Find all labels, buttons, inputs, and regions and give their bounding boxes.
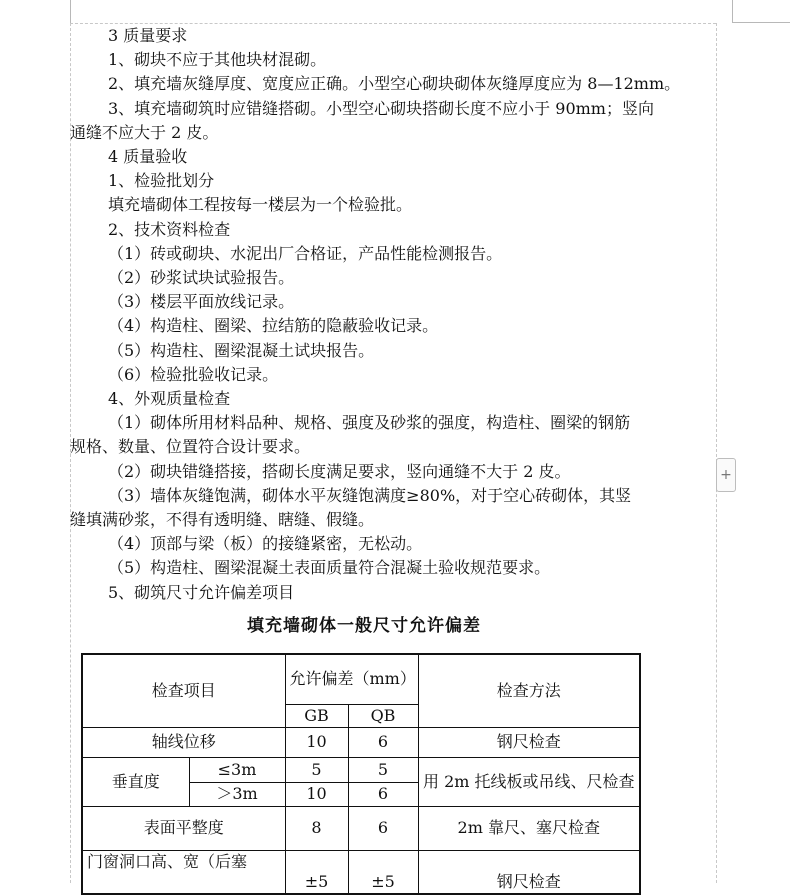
table-row (82, 727, 640, 757)
add-button[interactable]: + (716, 458, 736, 492)
cell-method: 用 2m 托线板或吊线、尺检查 (418, 757, 640, 806)
cell-qb: ±5 (348, 850, 418, 894)
cell-sub-item: ＞3m (189, 782, 285, 806)
header-check-item: 检查项目 (82, 654, 285, 727)
paragraph-line: 3 质量要求 (108, 26, 188, 45)
cell-gb: 5 (285, 757, 348, 782)
cell-qb: 5 (348, 757, 418, 782)
paragraph-line: 填充墙砌体工程按每一楼层为一个检验批。 (108, 195, 413, 215)
table-row (82, 850, 640, 894)
header-check-method: 检查方法 (418, 654, 640, 727)
paragraph-line: （5）构造柱、圈梁混凝土表面质量符合混凝土验收规范要求。 (108, 558, 551, 578)
cell-sub-item: ≤3m (189, 757, 285, 782)
header-allowed-deviation: 允许偏差（mm） (285, 654, 418, 704)
table-row (82, 806, 640, 850)
cell-gb: 10 (285, 782, 348, 806)
paragraph-line: （4）构造柱、圈梁、拉结筋的隐蔽验收记录。 (108, 316, 439, 336)
cell-item: 轴线位移 (82, 727, 285, 757)
paragraph-line: 通缝不应大于 2 皮。 (70, 122, 219, 142)
paragraph-line: 1、砌块不应于其他块材混砌。 (108, 50, 327, 70)
paragraph-line: 1、检验批划分 (108, 171, 215, 191)
document-body (70, 24, 718, 636)
cell-qb: 6 (348, 727, 418, 757)
paragraph-line: 2、技术资料检查 (108, 219, 231, 239)
cell-qb: 6 (348, 782, 418, 806)
header-gb: GB (285, 704, 348, 727)
paragraph-line: 3、填充墙砌筑时应错缝搭砌。小型空心砌块搭砌长度不应小于 90mm；竖向 (108, 98, 654, 118)
cell-item: 表面平整度 (82, 806, 285, 850)
paragraph-line: 规格、数量、位置符合设计要求。 (70, 437, 311, 457)
cell-qb: 6 (348, 806, 418, 850)
crop-mark-right (732, 0, 733, 23)
paragraph-line: （1）砌体所用材料品种、规格、强度及砂浆的强度，构造柱、圈梁的钢筋 (108, 413, 631, 433)
paragraph-line: 4、外观质量检查 (108, 389, 231, 409)
cell-gb: 10 (285, 727, 348, 757)
paragraph-line: （6）检验批验收记录。 (108, 364, 279, 384)
cell-gb: 8 (285, 806, 348, 850)
crop-mark-right-horizontal (733, 22, 790, 23)
paragraph-line: 缝填满砂浆，不得有透明缝、瞎缝、假缝。 (70, 510, 375, 530)
cell-method: 2m 靠尺、塞尺检查 (418, 806, 640, 850)
paragraph-line: 2、填充墙灰缝厚度、宽度应正确。小型空心砌块砌体灰缝厚度应为 8—12mm。 (108, 74, 681, 94)
table-title: 填充墙砌体一般尺寸允许偏差 (247, 615, 481, 636)
paragraph-line: （5）构造柱、圈梁混凝土试块报告。 (108, 340, 375, 360)
paragraph-line: （3）墙体灰缝饱满，砌体水平灰缝饱满度≥80%，对于空心砖砌体，其竖 (108, 485, 632, 505)
cell-method: 钢尺检查 (418, 850, 640, 894)
paragraph-line: （2）砌块错缝搭接，搭砌长度满足要求，竖向通缝不大于 2 皮。 (108, 461, 571, 481)
paragraph-line: （1）砖或砌块、水泥出厂合格证，产品性能检测报告。 (108, 243, 503, 263)
cell-item: 垂直度 (82, 757, 189, 806)
paragraph-line: 4 质量验收 (108, 147, 188, 167)
table-row (82, 757, 640, 782)
paragraph-line: （3）楼层平面放线记录。 (108, 292, 295, 312)
cell-gb: ±5 (285, 850, 348, 894)
cell-item: 门窗洞口高、宽（后塞 (82, 850, 285, 894)
crop-mark-left (70, 0, 71, 23)
paragraph-line: 5、砌筑尺寸允许偏差项目 (108, 582, 295, 602)
paragraph-list (70, 24, 718, 605)
paragraph-line: （4）顶部与梁（板）的接缝紧密，无松动。 (108, 534, 423, 554)
header-qb: QB (348, 704, 418, 727)
paragraph-line: （2）砂浆试块试验报告。 (108, 268, 295, 288)
cell-method: 钢尺检查 (418, 727, 640, 757)
tolerance-table (81, 653, 641, 895)
